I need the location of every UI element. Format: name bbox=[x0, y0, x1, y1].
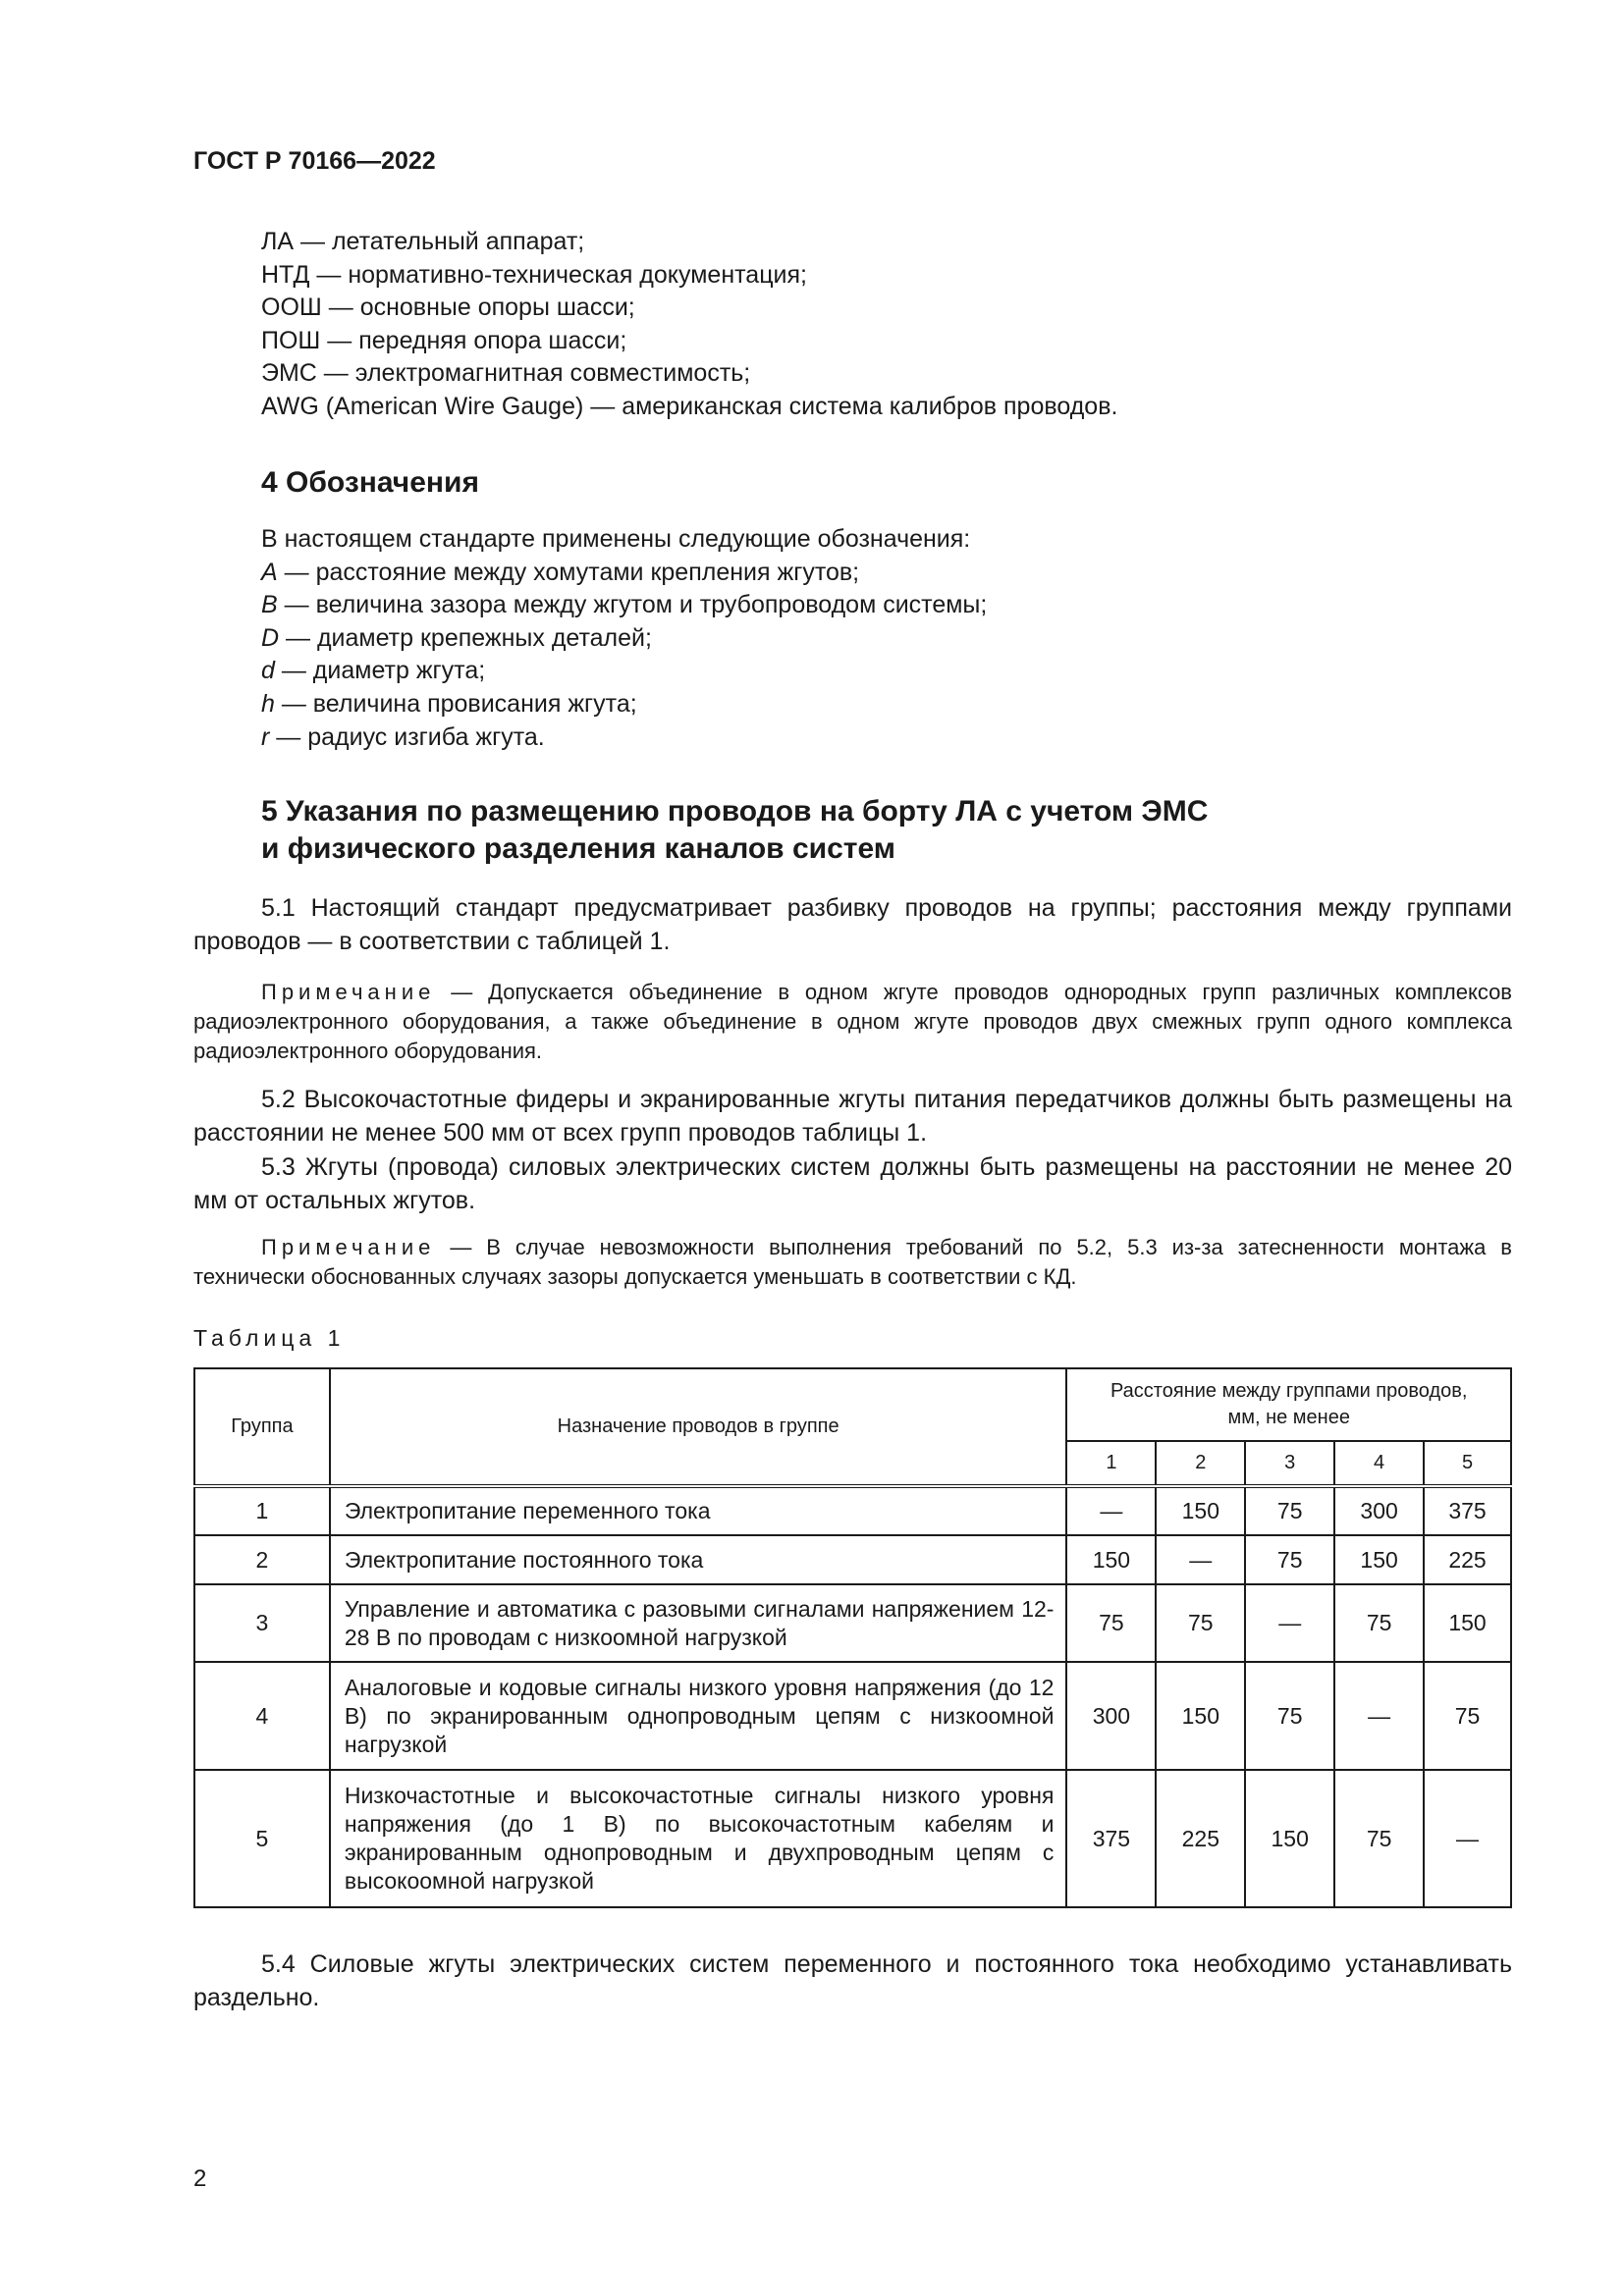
document-id-header: ГОСТ Р 70166—2022 bbox=[193, 147, 436, 175]
value-cell: 150 bbox=[1424, 1584, 1511, 1662]
value-cell: — bbox=[1334, 1662, 1424, 1770]
table-row bbox=[194, 1770, 1511, 1907]
symbol-letter: D bbox=[261, 623, 280, 652]
symbols-intro: В настоящем стандарте применены следующие обозначения: bbox=[261, 525, 971, 553]
value-cell: — bbox=[1066, 1486, 1156, 1535]
symbol-letter: A bbox=[261, 558, 278, 586]
symbol-item bbox=[261, 589, 987, 622]
value-cell: 75 bbox=[1245, 1486, 1334, 1535]
value-cell: 375 bbox=[1066, 1770, 1156, 1907]
table-1 bbox=[193, 1367, 1512, 1908]
abbreviation-item: НТД — нормативно-техническая документация; bbox=[261, 260, 807, 289]
value-cell: 300 bbox=[1066, 1662, 1156, 1770]
subheader-5: 5 bbox=[1424, 1441, 1511, 1486]
symbol-letter: B bbox=[261, 591, 278, 619]
section-5-heading-line-1: 5 Указания по размещению проводов на борту ЛА с учетом ЭМС bbox=[261, 795, 1209, 828]
abbreviation-item: ООШ — основные опоры шасси; bbox=[261, 294, 635, 322]
value-cell: 75 bbox=[1424, 1662, 1511, 1770]
paragraph-5-3: 5.3 Жгуты (провода) силовых электрических систем должны быть размещены на расстоянии не менее 20 мм от остальных жгутов. bbox=[193, 1153, 1512, 1214]
note-label: Примечание bbox=[261, 980, 436, 1004]
group-cell: 3 bbox=[194, 1584, 330, 1662]
value-cell: 150 bbox=[1156, 1486, 1245, 1535]
symbol-item bbox=[261, 721, 987, 755]
value-cell: 300 bbox=[1334, 1486, 1424, 1535]
header-distance: Расстояние между группами проводов, мм, не менее bbox=[1066, 1368, 1511, 1441]
group-cell: 4 bbox=[194, 1662, 330, 1770]
group-cell: 2 bbox=[194, 1535, 330, 1584]
value-cell: 150 bbox=[1245, 1770, 1334, 1907]
subheader-2: 2 bbox=[1156, 1441, 1245, 1486]
symbol-description: — величина зазора между жгутом и трубопроводом системы; bbox=[277, 591, 988, 619]
abbreviation-item: ЛА — летательный аппарат; bbox=[261, 228, 585, 255]
value-cell: 150 bbox=[1066, 1535, 1156, 1584]
value-cell: 225 bbox=[1156, 1770, 1245, 1907]
symbol-item bbox=[261, 655, 987, 688]
value-cell: 75 bbox=[1334, 1770, 1424, 1907]
purpose-cell: Электропитание постоянного тока bbox=[330, 1535, 1067, 1584]
value-cell: 225 bbox=[1424, 1535, 1511, 1584]
value-cell: 75 bbox=[1245, 1662, 1334, 1770]
note-text: — В случае невозможности выполнения требований по 5.2, 5.3 из-за затесненности монтажа в технически обоснованных случаях зазоры допускается уменьшать в соответствии с КД. bbox=[193, 1235, 1512, 1289]
value-cell: — bbox=[1424, 1770, 1511, 1907]
header-purpose: Назначение проводов в группе bbox=[330, 1368, 1067, 1486]
abbreviation-item: ЭМС — электромагнитная совместимость; bbox=[261, 359, 751, 388]
symbol-letter: r bbox=[261, 722, 270, 751]
purpose-cell: Управление и автоматика с разовыми сигналами напряжением 12-28 В по проводам с низкоомной нагрузкой bbox=[330, 1584, 1067, 1662]
symbol-description: — диаметр крепежных деталей; bbox=[279, 623, 652, 652]
value-cell: 75 bbox=[1156, 1584, 1245, 1662]
table-caption: Таблица 1 bbox=[193, 1325, 346, 1351]
symbol-description: — диаметр жгута; bbox=[274, 657, 486, 685]
value-cell: 375 bbox=[1424, 1486, 1511, 1535]
group-cell: 5 bbox=[194, 1770, 330, 1907]
value-cell: 75 bbox=[1245, 1535, 1334, 1584]
section-5-heading bbox=[261, 793, 1208, 868]
purpose-cell: Электропитание переменного тока bbox=[330, 1486, 1067, 1535]
symbol-description: — величина провисания жгута; bbox=[274, 689, 637, 718]
table-row bbox=[194, 1535, 1511, 1584]
header-group: Группа bbox=[194, 1368, 330, 1486]
paragraph-5-4: 5.4 Силовые жгуты электрических систем переменного и постоянного тока необходимо устанавливать раздельно. bbox=[193, 1950, 1512, 2011]
note-label: Примечание bbox=[261, 1235, 436, 1259]
purpose-cell: Низкочастотные и высокочастотные сигналы низкого уровня напряжения (до 1 В) по высокочастотным кабелям и экранированным однопроводным и двухпроводным цепям с высокоомной нагрузкой bbox=[330, 1770, 1067, 1907]
section-5-heading-line-2: и физического разделения каналов систем bbox=[261, 832, 895, 865]
symbol-letter: h bbox=[261, 689, 275, 718]
symbols-list bbox=[261, 523, 987, 754]
table-row bbox=[194, 1662, 1511, 1770]
abbreviation-item: AWG (American Wire Gauge) — американская система калибров проводов. bbox=[261, 392, 1118, 420]
table-row bbox=[194, 1584, 1511, 1662]
paragraph-5-2: 5.2 Высокочастотные фидеры и экранированные жгуты питания передатчиков должны быть размещены на расстоянии не менее 500 мм от всех групп проводов таблицы 1. bbox=[193, 1086, 1512, 1147]
subheader-4: 4 bbox=[1334, 1441, 1424, 1486]
section-4-heading: 4 Обозначения bbox=[261, 466, 479, 499]
symbol-item bbox=[261, 557, 987, 590]
note-1 bbox=[193, 978, 1512, 1066]
symbol-description: — радиус изгиба жгута. bbox=[269, 722, 545, 751]
table-row bbox=[194, 1486, 1511, 1535]
subheader-3: 3 bbox=[1245, 1441, 1334, 1486]
symbol-letter: d bbox=[261, 657, 275, 685]
purpose-cell: Аналоговые и кодовые сигналы низкого уровня напряжения (до 12 В) по экранированным однопроводным цепям с низкоомной нагрузкой bbox=[330, 1662, 1067, 1770]
value-cell: 75 bbox=[1066, 1584, 1156, 1662]
symbol-description: — расстояние между хомутами крепления жгутов; bbox=[277, 558, 860, 586]
page-number: 2 bbox=[193, 2165, 207, 2192]
abbreviation-item: ПОШ — передняя опора шасси; bbox=[261, 326, 627, 354]
abbreviations-list bbox=[261, 226, 1117, 424]
paragraph-5-1: 5.1 Настоящий стандарт предусматривает разбивку проводов на группы; расстояния между группами проводов — в соответствии с таблицей 1. bbox=[193, 894, 1512, 955]
value-cell: — bbox=[1245, 1584, 1334, 1662]
symbol-item bbox=[261, 622, 987, 656]
group-cell: 1 bbox=[194, 1486, 330, 1535]
value-cell: 150 bbox=[1156, 1662, 1245, 1770]
symbol-item bbox=[261, 688, 987, 721]
value-cell: — bbox=[1156, 1535, 1245, 1584]
subheader-1: 1 bbox=[1066, 1441, 1156, 1486]
note-2 bbox=[193, 1233, 1512, 1292]
value-cell: 75 bbox=[1334, 1584, 1424, 1662]
value-cell: 150 bbox=[1334, 1535, 1424, 1584]
note-text: — Допускается объединение в одном жгуте проводов однородных групп различных комплексов радиоэлектронного оборудования, а также объединение в одном жгуте проводов двух смежных групп одного комплекса радиоэлектронного оборудования. bbox=[193, 980, 1512, 1063]
